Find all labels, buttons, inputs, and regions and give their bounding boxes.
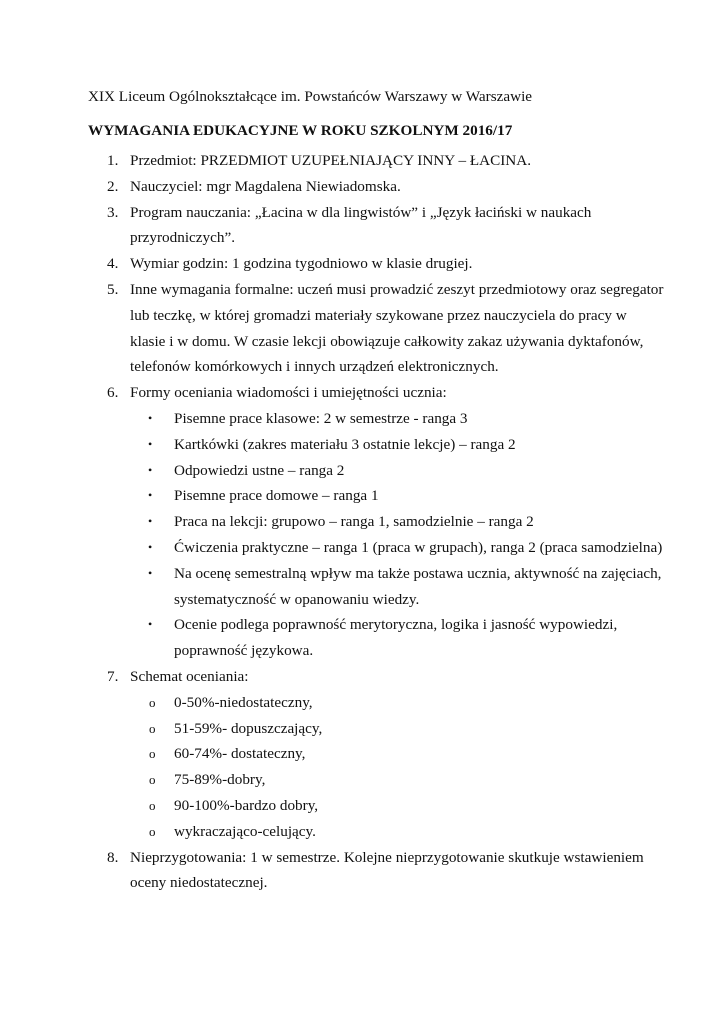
document-title: WYMAGANIA EDUKACYJNE W ROKU SZKOLNYM 2016/17 — [88, 122, 513, 139]
grade-item: o 0-50%-niedostateczny, — [130, 690, 665, 716]
item-text: Formy oceniania wiadomości i umiejętności ucznia: — [130, 384, 447, 402]
item-number: 6. — [107, 384, 119, 402]
item-number: 1. — [107, 152, 119, 169]
assessment-form-item: • Kartkówki (zakres materiału 3 ostatnie lekcje) – ranga 2 — [130, 432, 665, 458]
item-text: Inne wymagania formalne: uczeń musi prowadzić zeszyt przedmiotowy oraz segregator lub teczkę, w której gromadzi materiały szykowane przez nauczyciela do pracy w klasie i w domu. W czasie lekcji obowiązuje całkowity zakaz używania dyktafonów, telefonów komórkowych i innych urządzeń elektronicznych. — [130, 280, 664, 376]
list-item — [88, 148, 665, 174]
list-item — [88, 380, 665, 664]
item-number: 7. — [107, 667, 119, 685]
list-item — [88, 664, 665, 845]
bullet-icon: • — [148, 539, 153, 554]
list-item — [88, 277, 665, 380]
item-number: 3. — [107, 203, 119, 221]
bullet-icon: • — [148, 462, 153, 477]
assessment-form-item: • Praca na lekcji: grupowo – ranga 1, samodzielnie – ranga 2 — [130, 509, 665, 535]
assessment-form-item: • Odpowiedzi ustne – ranga 2 — [130, 458, 665, 484]
list-item — [88, 845, 665, 897]
list-item — [88, 200, 665, 252]
assessment-form-item: • Ocenie podlega poprawność merytoryczna, logika i jasność wypowiedzi, poprawność językowa. — [130, 612, 665, 664]
assessment-form-item: • Pisemne prace domowe – ranga 1 — [130, 483, 665, 509]
circle-bullet-icon: o — [149, 797, 156, 813]
item-text: Przedmiot: PRZEDMIOT UZUPEŁNIAJĄCY INNY – ŁACINA. — [130, 152, 532, 169]
item-text: Schemat oceniania: — [130, 667, 249, 685]
assessment-form-item: • Ćwiczenia praktyczne – ranga 1 (praca w grupach), ranga 2 (praca samodzielna) — [130, 535, 665, 561]
grading-scheme-list — [130, 690, 665, 845]
grade-item: o 51-59%- dopuszczający, — [130, 716, 665, 742]
assessment-form-item: • Na ocenę semestralną wpływ ma także postawa ucznia, aktywność na zajęciach, systematyczność w opanowaniu wiedzy. — [130, 561, 665, 613]
circle-bullet-icon: o — [149, 746, 156, 762]
circle-bullet-icon: o — [149, 772, 156, 788]
circle-bullet-icon: o — [149, 694, 156, 710]
item-text: Wymiar godzin: 1 godzina tygodniowo w klasie drugiej. — [130, 255, 473, 273]
item-text: Program nauczania: „Łacina w dla lingwistów” i „Język łaciński w naukach przyrodniczych”. — [130, 203, 592, 247]
item-number: 4. — [107, 255, 119, 273]
grade-item: o 75-89%-dobry, — [130, 767, 665, 793]
item-number: 8. — [107, 848, 119, 866]
grade-item: o 60-74%- dostateczny, — [130, 741, 665, 767]
item-text: Nauczyciel: mgr Magdalena Niewiadomska. — [130, 177, 401, 195]
circle-bullet-icon: o — [149, 823, 156, 839]
bullet-icon: • — [148, 514, 153, 529]
school-name: XIX Liceum Ogólnokształcące im. Powstańców Warszawy w Warszawie — [88, 88, 533, 105]
item-number: 5. — [107, 280, 119, 298]
list-item — [88, 251, 665, 277]
assessment-forms-list — [130, 406, 665, 664]
grade-item: o 90-100%-bardzo dobry, — [130, 793, 665, 819]
grade-item: o wykraczająco-celujący. — [130, 819, 665, 845]
bullet-icon: • — [148, 617, 153, 632]
item-text: Nieprzygotowania: 1 w semestrze. Kolejne nieprzygotowanie skutkuje wstawieniem oceny niedostatecznej. — [130, 848, 644, 892]
circle-bullet-icon: o — [149, 720, 156, 736]
bullet-icon: • — [148, 565, 153, 580]
item-number: 2. — [107, 177, 119, 195]
bullet-icon: • — [148, 410, 153, 425]
requirements-list — [88, 148, 665, 896]
assessment-form-item: • Pisemne prace klasowe: 2 w semestrze - ranga 3 — [130, 406, 665, 432]
list-item — [88, 174, 665, 200]
bullet-icon: • — [148, 488, 153, 503]
bullet-icon: • — [148, 436, 153, 451]
